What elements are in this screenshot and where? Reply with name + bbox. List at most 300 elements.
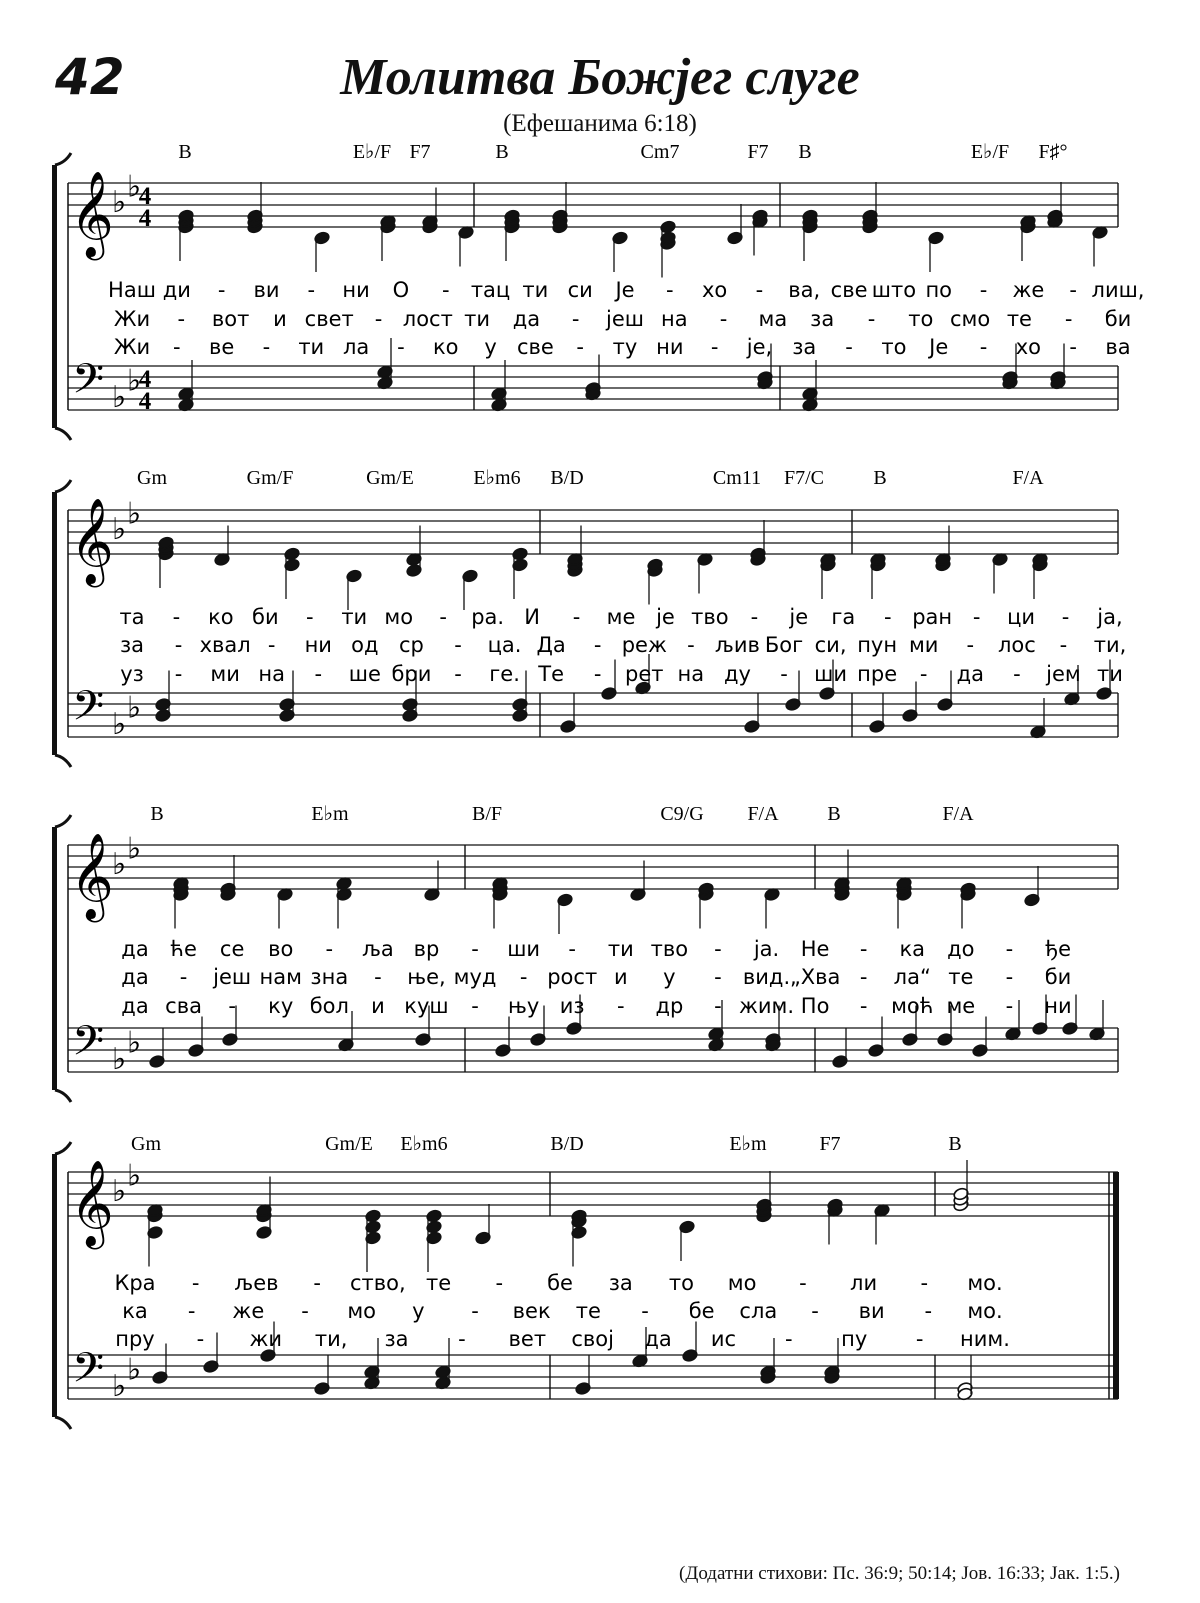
chord-symbol: E♭/F (970, 141, 1010, 163)
lyric-syllable: Те (538, 662, 565, 686)
lyric-hyphen: - (915, 1327, 924, 1351)
lyric-syllable: вет (508, 1327, 547, 1351)
lyric-hyphen: - (867, 307, 876, 331)
lyric-syllable: ше (348, 662, 381, 686)
lyric-syllable: вид. (742, 965, 791, 989)
chord-symbol: B (178, 141, 192, 163)
lyric-hyphen: - (374, 965, 382, 989)
lyric-hyphen: - (859, 994, 868, 1018)
lyric-syllable: тво (650, 937, 689, 961)
system-bracket (52, 827, 57, 1090)
lyric-syllable: ко (208, 605, 234, 629)
lyric-syllable: Је (929, 335, 949, 359)
chord-symbol: E♭/F (352, 141, 392, 163)
song-title: Молитва Божјег слуге (340, 49, 860, 106)
lyric-hyphen: - (172, 605, 181, 629)
lyric-hyphen: - (710, 335, 719, 359)
lyric-syllable: ла (342, 335, 370, 359)
scripture-reference: (Ефешанима 6:18) (503, 110, 697, 137)
lyric-syllable: ве (208, 335, 235, 359)
lyric-syllable: да (956, 662, 984, 686)
lyric-syllable: из (559, 994, 585, 1018)
lyric-hyphen: - (714, 965, 722, 989)
lyric-syllable: све (516, 335, 554, 359)
lyric-syllable: ја. (753, 937, 780, 961)
lyric-syllable: ви (858, 1299, 885, 1323)
lyric-hyphen: - (174, 662, 183, 686)
key-flat: ♭ (127, 363, 142, 399)
lyric-syllable: же (232, 1299, 265, 1323)
lyric-syllable: ци (1007, 605, 1036, 629)
lyric-syllable: ти (1097, 662, 1123, 686)
lyric-syllable: је (656, 605, 675, 629)
lyric-syllable: те (425, 1271, 452, 1295)
lyric-syllable: ли (850, 1271, 878, 1295)
lyric-syllable: Је (615, 278, 635, 302)
lyric-syllable: Жи (113, 307, 151, 331)
lyric-syllable: хо (701, 278, 728, 302)
lyric-syllable: да (644, 1327, 672, 1351)
lyric-syllable: свој (571, 1327, 614, 1351)
lyric-syllable: та (119, 605, 145, 629)
chord-symbol: Gm (137, 467, 167, 489)
lyric-syllable: ва, (788, 278, 821, 302)
key-flat: ♭ (127, 1158, 142, 1194)
system-bracket (55, 480, 71, 492)
lyric-syllable: жи (249, 1327, 283, 1351)
chord-symbol: E♭m (311, 803, 349, 825)
chord-symbol: B/F (471, 803, 503, 825)
lyric-hyphen: - (495, 1271, 504, 1295)
system-bracket (55, 1090, 71, 1102)
chord-symbol: F♯° (1038, 141, 1068, 163)
lyric-hyphen: - (666, 278, 674, 302)
lyric-hyphen: - (714, 994, 722, 1018)
chord-symbol: B (827, 803, 841, 825)
lyric-syllable: да (512, 307, 541, 331)
lyric-syllable: за (119, 633, 145, 657)
lyric-syllable: да (121, 994, 149, 1018)
chord-symbol: Gm (131, 1133, 161, 1155)
lyric-syllable: ра. (471, 605, 505, 629)
lyric-syllable: све (830, 278, 868, 302)
lyric-syllable: то (881, 335, 907, 359)
chord-symbol: Gm/E (325, 1133, 373, 1155)
chord-symbol: Gm/E (366, 467, 414, 489)
lyric-syllable: те (1006, 307, 1032, 331)
treble-clef: 𝄞 (70, 498, 114, 584)
lyric-syllable: ми (210, 662, 240, 686)
lyric-syllable: јеш (213, 965, 252, 989)
system-bracket (55, 815, 71, 827)
lyric-hyphen: - (780, 662, 788, 686)
lyric-syllable: же (1012, 278, 1045, 302)
lyric-hyphen: - (471, 994, 479, 1018)
lyric-hyphen: - (267, 633, 276, 657)
lyric-hyphen: - (471, 1299, 479, 1323)
lyric-hyphen: - (301, 1299, 309, 1323)
lyric-hyphen: - (325, 937, 334, 961)
lyric-hyphen: - (313, 1271, 321, 1295)
lyric-syllable: си, (814, 633, 847, 657)
lyric-syllable: „Хва (789, 965, 841, 989)
lyric-syllable: за (384, 1327, 409, 1351)
lyric-hyphen: - (593, 662, 602, 686)
lyric-syllable: на (258, 662, 286, 686)
lyric-syllable: во (268, 937, 294, 961)
lyric-syllable: ду (723, 662, 751, 686)
lyric-syllable: моћ (891, 994, 934, 1018)
lyric-syllable: те (948, 965, 974, 989)
key-flat: ♭ (112, 1042, 127, 1077)
lyric-syllable: зна (310, 965, 349, 989)
lyric-hyphen: - (1013, 662, 1021, 686)
lyric-hyphen: - (217, 278, 226, 302)
lyric-syllable: реж (621, 633, 667, 657)
lyric-syllable: ни (656, 335, 684, 359)
lyric-syllable: ти, (314, 1327, 348, 1351)
lyric-hyphen: - (306, 605, 314, 629)
lyric-hyphen: - (454, 662, 462, 686)
lyric-syllable: бе (688, 1299, 715, 1323)
lyric-hyphen: - (454, 633, 462, 657)
system-bracket (52, 165, 57, 428)
lyric-hyphen: - (811, 1299, 819, 1323)
time-signature: 4 (138, 205, 152, 232)
treble-clef: 𝄞 (70, 833, 114, 919)
lyric-syllable: ма (758, 307, 788, 331)
lyric-syllable: ви (253, 278, 280, 302)
lyric-syllable: смо (949, 307, 991, 331)
lyric-hyphen: - (439, 605, 447, 629)
lyric-syllable: за (792, 335, 817, 359)
lyric-syllable: ти, (1093, 633, 1127, 657)
lyric-hyphen: - (785, 1327, 793, 1351)
chord-symbol: F/A (747, 803, 779, 825)
lyric-syllable: бол (309, 994, 349, 1018)
lyric-hyphen: - (1005, 994, 1014, 1018)
lyric-syllable: пу (841, 1327, 868, 1351)
lyric-syllable: ши (507, 937, 541, 961)
treble-clef: 𝄞 (70, 171, 114, 257)
chord-symbol: C9/G (660, 803, 704, 825)
chord-symbol: B (798, 141, 812, 163)
final-barline (1113, 1172, 1119, 1399)
lyric-hyphen: - (883, 605, 892, 629)
chord-symbol: B/D (550, 467, 584, 489)
lyric-syllable: рет (625, 662, 664, 686)
lyric-syllable: је (789, 605, 809, 629)
system-bracket (52, 492, 57, 755)
lyric-syllable: ва (1105, 335, 1131, 359)
lyric-syllable: рост (547, 965, 598, 989)
footnote: (Додатни стихови: Пс. 36:9; 50:14; Јов. 16:33; Јак. 1:5.) (679, 1563, 1120, 1584)
lyric-syllable: пун (857, 633, 898, 657)
key-flat: ♭ (112, 380, 127, 415)
lyric-hyphen: - (307, 278, 316, 302)
lyric-syllable: би (1104, 307, 1132, 331)
lyric-syllable: Бог (764, 633, 804, 657)
lyric-syllable: до (947, 937, 975, 961)
lyric-syllable: др (655, 994, 684, 1018)
chord-symbol: B (495, 141, 509, 163)
lyric-syllable: лост (402, 307, 453, 331)
time-signature: 4 (138, 388, 152, 415)
lyric-hyphen: - (1005, 937, 1014, 961)
treble-clef: 𝄞 (70, 1160, 114, 1246)
lyric-hyphen: - (1069, 278, 1077, 302)
lyric-syllable: ка (899, 937, 926, 961)
lyric-syllable: да (121, 937, 149, 961)
lyric-syllable: тво (691, 605, 729, 629)
lyric-syllable: по (925, 278, 953, 302)
lyric-syllable: вот (211, 307, 250, 331)
song-number: 42 (55, 48, 125, 106)
lyric-syllable: жим. (738, 994, 795, 1018)
lyric-hyphen: - (458, 1327, 466, 1351)
lyric-syllable: И (524, 605, 540, 629)
lyric-syllable: љив (714, 633, 760, 657)
lyric-syllable: хвал (199, 633, 251, 657)
lyric-syllable: бри (391, 662, 432, 686)
chord-symbol: F7 (747, 141, 769, 163)
lyric-hyphen: - (471, 937, 479, 961)
key-flat: ♭ (112, 185, 127, 220)
chord-symbol: Gm/F (246, 467, 294, 489)
key-flat: ♭ (112, 1174, 127, 1209)
lyric-hyphen: - (568, 937, 576, 961)
chord-symbol: E♭m6 (473, 467, 521, 489)
lyric-syllable: ди (162, 278, 191, 302)
lyric-hyphen: - (687, 633, 695, 657)
lyric-syllable: вр (413, 937, 440, 961)
key-flat: ♭ (127, 831, 142, 867)
lyric-hyphen: - (1059, 633, 1068, 657)
lyric-hyphen: - (1069, 335, 1077, 359)
lyric-hyphen: - (314, 662, 323, 686)
lyric-hyphen: - (593, 633, 602, 657)
lyric-syllable: од (351, 633, 379, 657)
lyric-syllable: јеш (606, 307, 644, 331)
lyric-hyphen: - (859, 937, 868, 961)
lyric-syllable: ње, (407, 965, 446, 989)
lyric-syllable: ми (908, 633, 939, 657)
system-bracket (55, 153, 71, 165)
lyric-syllable: би (1044, 965, 1072, 989)
system-bracket (55, 428, 71, 440)
lyric-hyphen: - (799, 1271, 807, 1295)
lyric-hyphen: - (374, 307, 383, 331)
bass-clef: 𝄢 (72, 355, 105, 413)
lyric-syllable: и (613, 965, 628, 989)
lyric-hyphen: - (572, 605, 581, 629)
lyric-hyphen: - (845, 335, 853, 359)
lyric-syllable: ко (432, 335, 459, 359)
lyric-syllable: век (512, 1299, 551, 1323)
lyric-syllable: ља (361, 937, 394, 961)
time-signature: 4 (138, 366, 152, 393)
lyric-hyphen: - (920, 1271, 929, 1295)
lyric-hyphen: - (1005, 965, 1014, 989)
lyric-syllable: сла (739, 1299, 778, 1323)
key-flat: ♭ (127, 690, 142, 726)
lyric-hyphen: - (1061, 605, 1070, 629)
lyric-syllable: ср (398, 633, 424, 657)
lyric-syllable: ла“ (893, 965, 931, 989)
lyric-syllable: Жи (113, 335, 151, 359)
lyric-syllable: пре (857, 662, 898, 686)
lyric-syllable: муд (453, 965, 497, 989)
lyric-syllable: си (567, 278, 593, 302)
lyric-syllable: њу (507, 994, 540, 1018)
lyric-syllable: Не (800, 937, 830, 961)
lyric-hyphen: - (714, 937, 722, 961)
lyric-hyphen: - (641, 1299, 649, 1323)
lyric-hyphen: - (719, 307, 728, 331)
lyric-syllable: мо (384, 605, 414, 629)
lyric-syllable: ге. (489, 662, 520, 686)
lyric-syllable: По (800, 994, 830, 1018)
lyric-syllable: то (668, 1271, 694, 1295)
lyric-hyphen: - (262, 335, 271, 359)
key-flat: ♭ (127, 1025, 142, 1061)
key-flat: ♭ (112, 1369, 127, 1404)
chord-symbol: F/A (942, 803, 974, 825)
lyric-syllable: ће (170, 937, 197, 961)
lyric-syllable: ја, (1097, 605, 1123, 629)
lyric-syllable: то (908, 307, 934, 331)
chord-symbol: B (948, 1133, 962, 1155)
chord-symbol: Cm11 (712, 467, 762, 489)
lyric-syllable: на (660, 307, 688, 331)
bass-clef: 𝄢 (72, 1344, 105, 1402)
lyric-syllable: ран (912, 605, 953, 629)
chord-symbol: F/A (1012, 467, 1044, 489)
lyric-hyphen: - (924, 1299, 933, 1323)
lyric-syllable: бе (547, 1271, 573, 1295)
lyric-syllable: у (412, 1299, 425, 1323)
lyric-hyphen: - (979, 278, 988, 302)
chord-symbol: B (150, 803, 164, 825)
lyric-syllable: лос (997, 633, 1036, 657)
lyric-hyphen: - (571, 307, 580, 331)
lyric-hyphen: - (174, 633, 183, 657)
lyric-hyphen: - (519, 965, 528, 989)
lyric-syllable: Кра (114, 1271, 156, 1295)
lyric-hyphen: - (979, 335, 988, 359)
lyric-syllable: ка (122, 1299, 148, 1323)
lyric-syllable: О (392, 278, 410, 302)
lyric-syllable: за (608, 1271, 633, 1295)
lyric-hyphen: - (228, 994, 236, 1018)
system-bracket (55, 1142, 71, 1154)
lyric-syllable: мо (347, 1299, 377, 1323)
lyric-syllable: ни (304, 633, 332, 657)
chord-symbol: E♭m (729, 1133, 767, 1155)
lyric-syllable: ме (606, 605, 636, 629)
chord-symbol: F7/C (783, 467, 825, 489)
lyric-syllable: ме (946, 994, 976, 1018)
lyric-hyphen: - (187, 1299, 196, 1323)
lyric-hyphen: - (576, 335, 584, 359)
lyric-hyphen: - (919, 662, 928, 686)
lyric-syllable: ти (607, 937, 634, 961)
lyric-hyphen: - (179, 965, 188, 989)
chord-symbol: Cm7 (640, 141, 680, 163)
lyric-hyphen: - (617, 994, 625, 1018)
lyric-syllable: за (810, 307, 835, 331)
chord-symbol: E♭m6 (400, 1133, 448, 1155)
time-signature: 4 (138, 183, 152, 210)
system-bracket (55, 755, 71, 767)
key-flat: ♭ (112, 847, 127, 882)
lyric-hyphen: - (750, 605, 759, 629)
lyric-syllable: га (831, 605, 856, 629)
lyric-hyphen: - (191, 1271, 200, 1295)
lyric-syllable: ти (464, 307, 491, 331)
system-bracket (55, 1417, 71, 1429)
key-flat: ♭ (112, 707, 127, 742)
lyric-syllable: би (252, 605, 279, 629)
lyric-syllable: сва (165, 994, 202, 1018)
key-flat: ♭ (127, 169, 142, 205)
chord-symbol: F7 (409, 141, 431, 163)
lyric-syllable: ни (1044, 994, 1072, 1018)
lyric-syllable: тац (470, 278, 511, 302)
lyric-syllable: и (273, 307, 287, 331)
chord-symbol: B/D (550, 1133, 584, 1155)
lyric-hyphen: - (397, 335, 405, 359)
chord-symbol: F7 (819, 1133, 841, 1155)
lyric-syllable: и (371, 994, 385, 1018)
lyric-hyphen: - (755, 278, 764, 302)
lyric-syllable: јем (1046, 662, 1081, 686)
lyric-syllable: хо (1015, 335, 1042, 359)
lyric-syllable: лиш, (1091, 278, 1145, 302)
lyric-syllable: ту (612, 335, 638, 359)
lyric-syllable: ство, (350, 1271, 406, 1295)
lyric-syllable: да (121, 965, 149, 989)
system-bracket (52, 1154, 57, 1417)
lyric-syllable: ца. (487, 633, 522, 657)
lyric-syllable: ни (342, 278, 370, 302)
lyric-syllable: нам (259, 965, 302, 989)
lyric-syllable: те (575, 1299, 601, 1323)
bass-clef: 𝄢 (72, 1017, 105, 1075)
lyric-syllable: Наш (108, 278, 156, 302)
lyric-hyphen: - (196, 1327, 205, 1351)
lyric-syllable: мо (727, 1271, 757, 1295)
lyric-syllable: Да (536, 633, 566, 657)
lyric-hyphen: - (859, 965, 868, 989)
lyric-hyphen: - (177, 307, 186, 331)
lyric-syllable: куш (404, 994, 449, 1018)
lyric-syllable: пру (115, 1327, 155, 1351)
lyric-syllable: љев (234, 1271, 279, 1295)
bass-clef: 𝄢 (72, 682, 105, 740)
lyric-syllable: ти (522, 278, 549, 302)
lyric-syllable: ис (710, 1327, 737, 1351)
lyric-hyphen: - (972, 605, 981, 629)
lyric-syllable: ђе (1044, 937, 1072, 961)
lyric-syllable: у (663, 965, 676, 989)
lyric-syllable: ку (268, 994, 294, 1018)
lyric-syllable: ши (814, 662, 848, 686)
lyric-hyphen: - (441, 278, 450, 302)
lyric-syllable: мо. (967, 1299, 1003, 1323)
lyric-syllable: свет (304, 307, 354, 331)
lyric-syllable: у (484, 335, 497, 359)
